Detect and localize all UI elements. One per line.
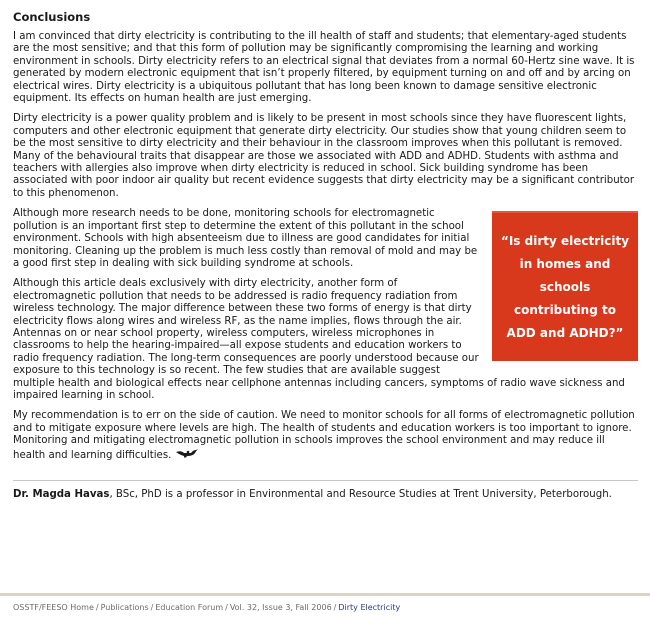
pull-quote-text: “Is dirty electricity in homes and schools contributing to ADD and ADHD?” — [500, 233, 630, 340]
paragraph-5 — [13, 410, 638, 462]
breadcrumb-home-link[interactable]: OSSTF/FEESO Home — [13, 603, 94, 612]
author-credentials: , BSc, PhD is a professor in Environmental and Resource Studies at Trent University, Peterborough. — [109, 489, 612, 501]
author-bio — [13, 489, 638, 501]
breadcrumb-separator: / — [225, 603, 228, 612]
breadcrumb-current: Dirty Electricity — [338, 603, 401, 612]
breadcrumb-education-forum-link[interactable]: Education Forum — [155, 603, 224, 612]
breadcrumb-separator: / — [95, 603, 99, 612]
breadcrumb-separator: / — [333, 603, 337, 612]
paragraph-2: Dirty electricity is a power quality problem and is likely to be present in most schools since they have fluorescent lights, computers and other electronic equipment that generate dirty electricity. Our studies show that young children seem to be the most sensitive to dirty electricity and their behaviour in the classroom improves when this pollutant is removed. Many of the behavioural traits that disappear are those we associated with ADD and ADHD. Students with asthma and teachers with allergies also improve when dirty electricity is reduced in school. Sick building syndrome has been associated with poor indoor air quality but recent evidence suggests that dirty electricity may be a significant contributor to this phenomenon. — [13, 113, 635, 199]
author-divider — [13, 480, 638, 481]
author-name: Dr. Magda Havas — [13, 489, 110, 501]
paragraph-5-text: My recommendation is to err on the side of caution. We need to monitor schools for all forms of electromagnetic pollution and to mitigate exposure where levels are high. The health of students and education workers is too important to ignore. Monitoring and mitigating electromagnetic pollution in schools improves the school environment and may reduce ill health and learning difficulties. — [13, 410, 635, 461]
paragraph-4: Although this article deals exclusively with dirty electricity, another form of electromagnetic pollution that needs to be addressed is radio frequency radiation from wireless technology. The major difference between these two forms of energy is that dirty electricity flows along wires and wireless RF, as the name implies, flows through the air. Antennas on or near school property, wireless computers, wireless microphones in classrooms to help the hearing-impaired—all expose students and education workers to radio frequency radiation. The long-term consequences are poorly understood because our exposure to this technology is so recent. The few studies that are available suggest multiple health and biological effects near cellphone antennas including cancers, symptoms of radio wave sickness and impaired learning in school. — [13, 278, 625, 401]
paragraph-3: Although more research needs to be done, monitoring schools for electromagnetic pollution is an important first step to determine the extent of this pollutant in the school environment. Schools with high absenteeism due to illness are good candidates for initial monitoring. Cleaning up the problem is much less costly than removal of mold and may be a good first step in dealing with sick building syndrome at schools. — [13, 208, 478, 269]
breadcrumb-separator: / — [150, 603, 154, 612]
article-body — [13, 10, 638, 502]
breadcrumb-publications-link[interactable]: Publications — [100, 603, 149, 612]
footer-bar — [0, 593, 650, 626]
section-heading: Conclusions — [13, 10, 91, 24]
genie-lamp-icon — [175, 448, 199, 462]
breadcrumb — [13, 603, 400, 612]
pull-quote-box — [492, 211, 638, 361]
paragraph-1: I am convinced that dirty electricity is contributing to the ill health of staff and students; that elementary-aged students are the most sensitive; and that this form of pollution may be significantly compromising the learning and working environment in schools. Dirty electricity refers to an electrical signal that deviates from a normal 60-Hertz sine wave. It is generated by modern electronic equipment that isn’t properly filtered, by equipment turning on and off and by arcing on electrical wires. Dirty electricity is a ubiquitous pollutant that has long been known to damage sensitive electronic equipment. Its effects on human health are just emerging. — [13, 31, 635, 105]
breadcrumb-issue-link[interactable]: Vol. 32, Issue 3, Fall 2006 — [229, 603, 332, 612]
